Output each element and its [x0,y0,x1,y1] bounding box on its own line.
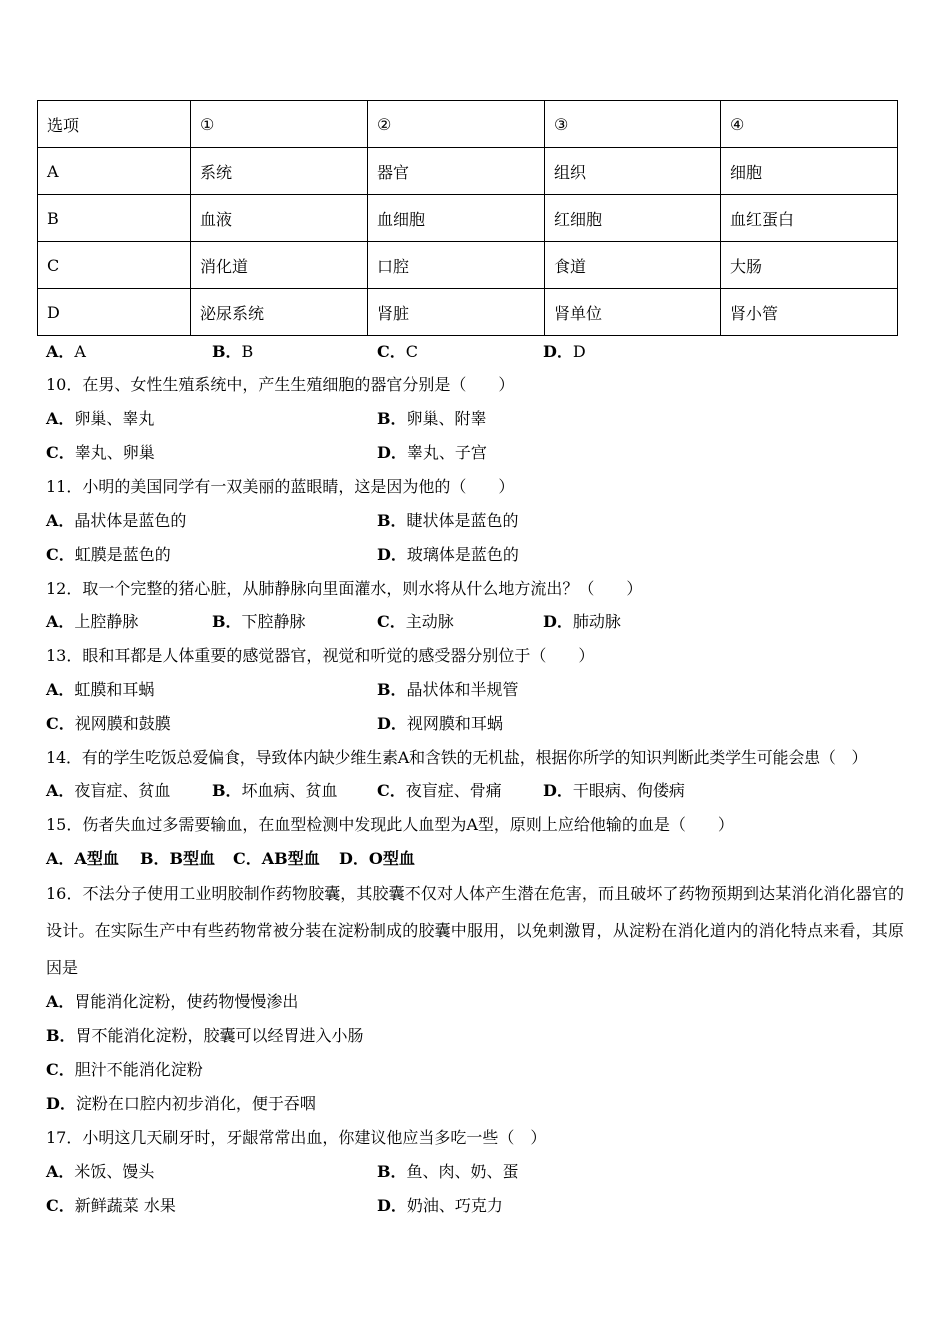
option-b: B．鱼、肉、奶、蛋 [377,1162,519,1181]
table-cell: 肾单位 [545,289,721,336]
table-cell: 血红蛋白 [721,195,898,242]
option-c: C．胆汁不能消化淀粉 [46,1060,203,1079]
option-b: B．胃不能消化淀粉，胶囊可以经胃进入小肠 [46,1026,364,1045]
table-row [38,242,898,289]
table-row [38,195,898,242]
option-a: A．晶状体是蓝色的 [46,511,187,530]
table-cell: 细胞 [721,148,898,195]
table-cell: 食道 [545,242,721,289]
table-cell: 泌尿系统 [191,289,368,336]
table-cell: C [38,242,191,289]
option-d: D．玻璃体是蓝色的 [377,545,519,564]
option-a: A．卵巢、睾丸 [46,409,155,428]
table-cell: 器官 [368,148,545,195]
table-cell: B [38,195,191,242]
option-d: D．视网膜和耳蜗 [377,714,503,733]
table-cell: A [38,148,191,195]
question-stem: 13．眼和耳都是人体重要的感觉器官，视觉和听觉的感受器分别位于（ ） [46,646,595,665]
question-stem: 16．不法分子使用工业明胶制作药物胶囊，其胶囊不仅对人体产生潜在危害，而且破坏了药物预期到达某消化消化器官的设计。在实际生产中有些药物常被分装在淀粉制成的胶囊中服用，以免刺激胃，从淀粉在消化道内的消化特点来看，其原因是 [46,884,904,977]
table-cell: ② [368,101,545,148]
table-cell: ③ [545,101,721,148]
option-c: C．新鲜蔬菜 水果 [46,1196,176,1215]
table-header-row [38,101,898,148]
option-b: B．下腔静脉 [212,612,306,631]
option-b: B．睫状体是蓝色的 [377,511,519,530]
option-c: C．夜盲症、骨痛 [377,781,502,800]
table-cell: 系统 [191,148,368,195]
option-d: D．O型血 [339,849,415,868]
question-stem: 11．小明的美国同学有一双美丽的蓝眼睛，这是因为他的（ ） [46,477,515,496]
option-c: C．睾丸、卵巢 [46,443,155,462]
option-b: B．卵巢、附睾 [377,409,487,428]
table-cell: 大肠 [721,242,898,289]
table-cell: 口腔 [368,242,545,289]
option-c: C．AB型血 [233,849,320,868]
option-d: D．睾丸、子宫 [377,443,487,462]
table-cell: ④ [721,101,898,148]
table-cell: 肾小管 [721,289,898,336]
option-c: C．视网膜和鼓膜 [46,714,171,733]
option-b: B．B型血 [140,849,216,868]
option-d: D．干眼病、佝偻病 [543,781,685,800]
table-cell: 肾脏 [368,289,545,336]
option-d: D．肺动脉 [543,612,621,631]
table-cell: 消化道 [191,242,368,289]
question-stem: 10．在男、女性生殖系统中，产生生殖细胞的器官分别是（ ） [46,375,515,394]
option-a: A．米饭、馒头 [46,1162,155,1181]
table-cell: D [38,289,191,336]
option-a: A．A型血 [46,849,119,868]
table-row [38,148,898,195]
table-cell: 选项 [38,101,191,148]
option-a: A．虹膜和耳蜗 [46,680,155,699]
option-b: B．晶状体和半规管 [377,680,519,699]
question-stem: 12．取一个完整的猪心脏，从肺静脉向里面灌水，则水将从什么地方流出？（ ） [46,579,643,598]
option-d: D．奶油、巧克力 [377,1196,503,1215]
table-cell: 组织 [545,148,721,195]
answer-options-table [37,100,898,336]
option-c: C．主动脉 [377,612,454,631]
table-cell: 血液 [191,195,368,242]
option-c: C．C [377,342,418,361]
table-cell: ① [191,101,368,148]
option-b: B．坏血病、贫血 [212,781,338,800]
option-a: A．上腔静脉 [46,612,139,631]
table-cell: 血细胞 [368,195,545,242]
option-a: A．A [46,342,86,361]
option-a: A．夜盲症、贫血 [46,781,171,800]
question-stem: 15．伤者失血过多需要输血，在血型检测中发现此人血型为A型，原则上应给他输的血是（ ） [46,815,734,834]
option-c: C．虹膜是蓝色的 [46,545,171,564]
question-stem: 17．小明这几天刷牙时，牙龈常常出血，你建议他应当多吃一些（ ） [46,1128,547,1147]
option-a: A．胃能消化淀粉，使药物慢慢渗出 [46,992,299,1011]
option-b: B．B [212,342,254,361]
table-row [38,289,898,336]
table-cell: 红细胞 [545,195,721,242]
question-stem: 14．有的学生吃饭总爱偏食，导致体内缺少维生素A和含铁的无机盐，根据你所学的知识判断此类学生可能会患（ ） [46,748,868,767]
option-d: D．D [543,342,586,361]
option-d: D．淀粉在口腔内初步消化，便于吞咽 [46,1094,316,1113]
